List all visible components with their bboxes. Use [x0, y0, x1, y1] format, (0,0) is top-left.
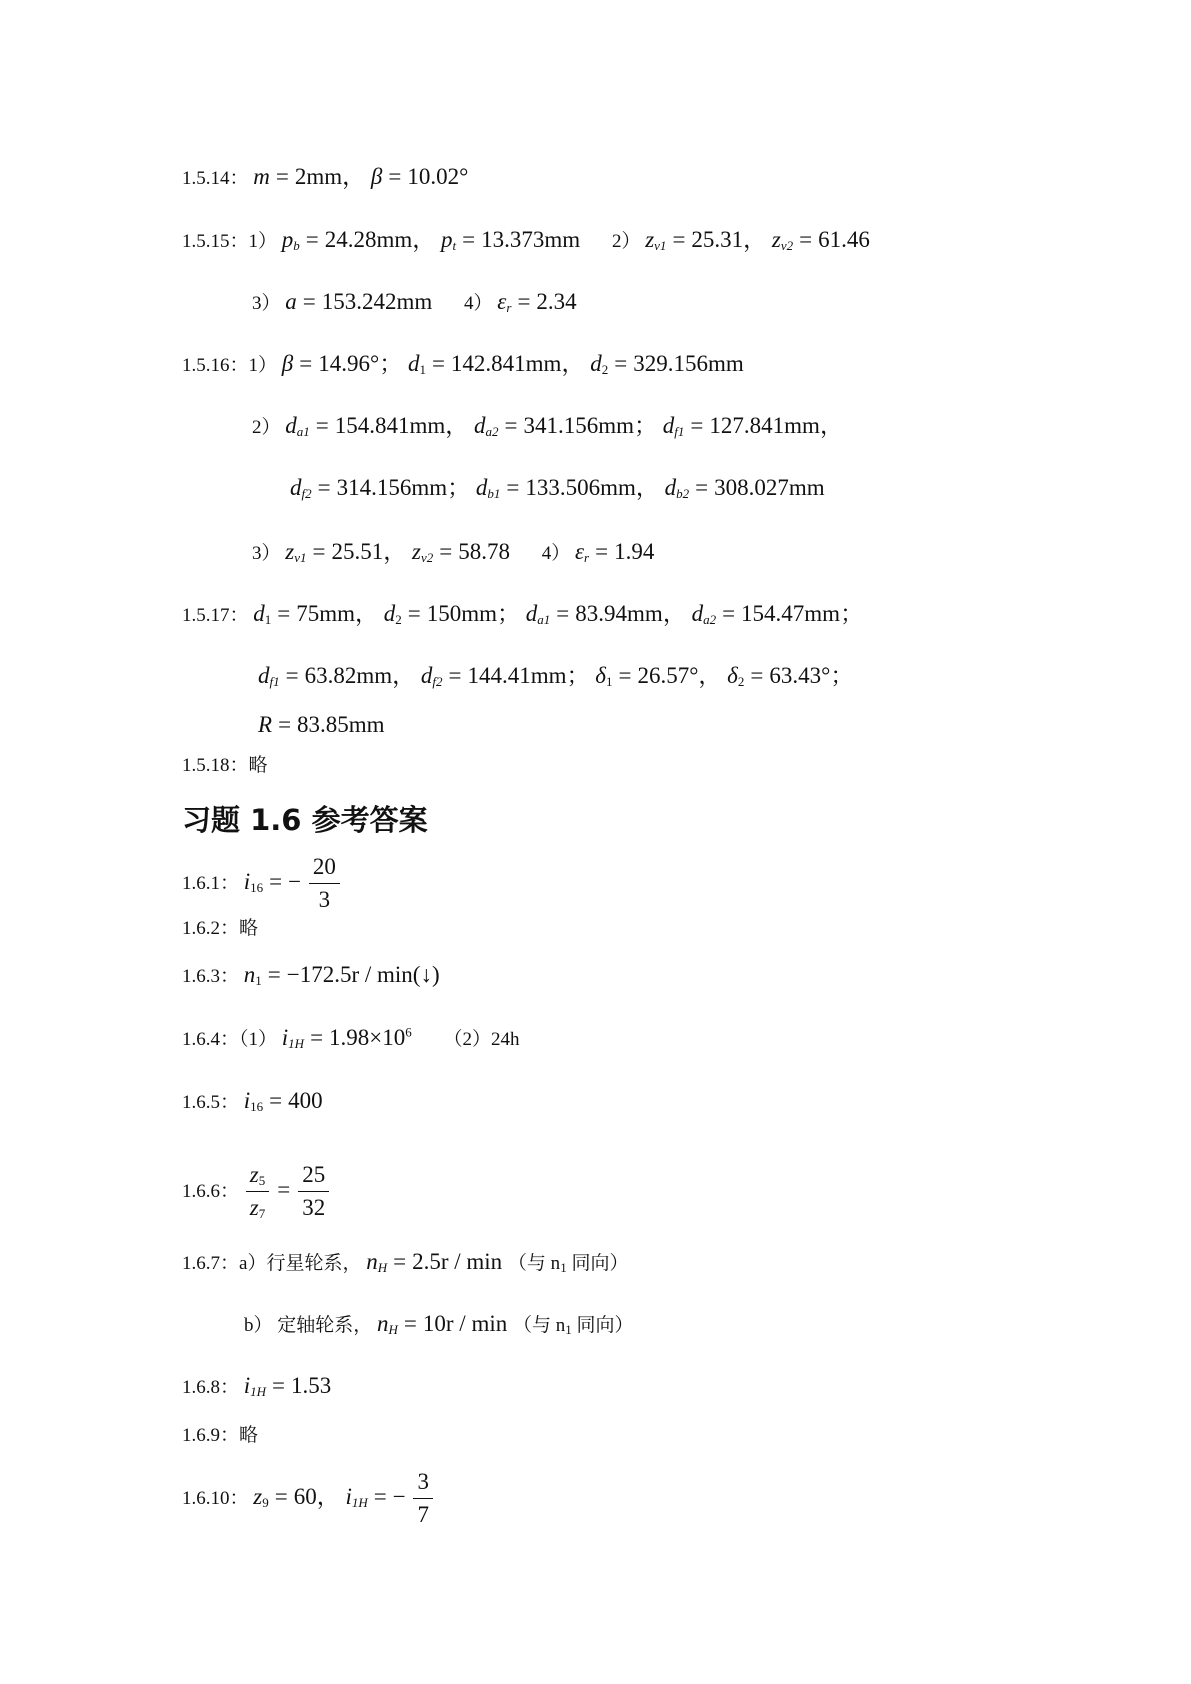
answer-1-5-14 [182, 164, 468, 192]
item-label: 1.6.6： [182, 1180, 240, 1202]
answer-1-6-4: 1.6.4：（1） $i_{1H} = 1.98\times 10^6$ （2）24h [182, 1024, 520, 1051]
formula: a = 153.242mm [285, 289, 433, 314]
formula: $\frac{z_5}{z_7}$ = $\frac{25}{32}$ [244, 1177, 331, 1202]
formula: $n_H = 10r / \min$ [377, 1311, 508, 1337]
answer-1-6-8 [182, 1373, 331, 1401]
formula: $z_{v1} = 25.31$， $z_{v2} = 61.46$ [645, 227, 870, 253]
answer-1-5-16-part3 [290, 475, 825, 503]
formula: $d_{f2} = 314.156mm$； $d_{b1} = 133.506mm$， $d_{b2} = 308.027mm$ [290, 475, 825, 501]
item-label: 1.5.14： [182, 168, 249, 189]
formula: $\varepsilon_r = 1.94$ [574, 539, 655, 565]
answer-1-6-3 [182, 962, 440, 990]
formula: $i_{1H} = 1.53$ [243, 1373, 332, 1399]
answer-1-6-10 [182, 1467, 435, 1530]
answer-1-5-17 [182, 601, 863, 629]
formula: β = 14.96°； $d_1 = 142.841mm$， $d_2 = 329.156mm$ [281, 351, 744, 377]
formula: $d_{f1} = 63.82mm$， $d_{f2} = 144.41mm$； $\delta_1 = 26.57^\circ$， $\delta_2 = 63.43^\circ$； [258, 663, 854, 689]
item-label: 1.6.8： [182, 1377, 240, 1398]
answer-1-6-7-a: 1.6.7：a）行星轮系， $n_H = 2.5r / \min$ （与 $n_1$ 同向） [182, 1249, 629, 1275]
answer-1-5-16-part4: 3） $z_{v1} = 25.51$， $z_{v2} = 58.78$ 4） $\varepsilon_r = 1.94$ [252, 539, 655, 565]
item-label: 1.5.16： [182, 355, 249, 376]
fraction-ratio: $\frac{z_5}{z_7}$ [246, 1160, 269, 1223]
formula: $z_9 = 60$， $i_{1H}$ = − $\frac{3}{7}$ [253, 1484, 435, 1509]
formula: $d_{a1} = 154.841mm$， $d_{a2} = 341.156mm$； $d_{f1} = 127.841mm$， [285, 413, 843, 439]
section-heading: 习题 1.6 参考答案 [182, 803, 428, 837]
item-label: 1.5.17： [182, 605, 249, 626]
fraction: $\frac{3}{7}$ [413, 1467, 433, 1530]
item-label: 1.6.2： [182, 918, 240, 939]
answer-1-6-7-b: b） 定轴轮系， $n_H = 10r / \min$ （与 $n_1$ 同向） [244, 1311, 634, 1337]
answer-1-5-17-part3 [258, 712, 385, 740]
formula: $n_1 = -172.5r$ / min(↓) [243, 962, 440, 988]
answer-1-5-18: 1.5.18：略 [182, 755, 268, 776]
item-label: 1.6.3： [182, 966, 240, 987]
fraction: $\frac{20}{3}$ [309, 852, 340, 915]
direction-note: （与 $n_1$ 同向） [512, 1315, 634, 1337]
formula: $n_H = 2.5r / \min$ [366, 1249, 503, 1275]
formula: $i_{16}$ = − $\frac{20}{3}$ [244, 869, 342, 894]
answer-1-5-16-part2: 2） $d_{a1} = 154.841mm$， $d_{a2} = 341.156mm$； $d_{f1} = 127.841mm$， [252, 413, 843, 439]
item-label: 1.6.9： [182, 1425, 240, 1446]
answer-1-5-16: 1.5.16：1） β = 14.96°； $d_1 = 142.841mm$， $d_2 = 329.156mm$ [182, 351, 744, 377]
formula: $i_{1H} = 1.98\times 10^6$ [281, 1024, 412, 1051]
answer-1-6-1 [182, 852, 342, 915]
item-label: 1.6.10： [182, 1487, 249, 1509]
formula: $\varepsilon_r = 2.34$ [497, 289, 577, 315]
formula: m = 2mm， β = 10.02° [253, 164, 469, 189]
item-label: 1.6.1： [182, 872, 240, 894]
formula: $z_{v1} = 25.51$， $z_{v2} = 58.78$ [285, 539, 510, 565]
answer-1-6-5 [182, 1088, 323, 1116]
answer-1-5-17-part2 [258, 663, 853, 691]
item-label: 1.6.5： [182, 1092, 240, 1113]
formula: $i_{16} = 400$ [243, 1088, 323, 1114]
item-label: 1.5.15： [182, 231, 249, 252]
answer-1-6-6 [182, 1160, 331, 1223]
formula: $d_1 = 75mm$， $d_2 = 150mm$； $d_{a1} = 83.94mm$， $d_{a2} = 154.47mm$； [253, 601, 864, 627]
formula: $p_b = 24.28mm$， $p_t = 13.373mm$ [281, 227, 581, 253]
formula: R = 83.85mm [258, 712, 385, 737]
direction-note: （与 $n_1$ 同向） [507, 1253, 629, 1275]
answer-1-5-15: 1.5.15：1） $p_b = 24.28mm$， $p_t = 13.373mm$ 2） $z_{v1} = 25.31$， $z_{v2} = 61.46$ [182, 227, 870, 253]
answer-1-5-15-cont: 3） a = 153.242mm 4） $\varepsilon_r = 2.34$ [252, 289, 577, 315]
item-label: 1.6.4： [182, 1029, 240, 1050]
item-label: 1.6.7： [182, 1253, 240, 1274]
fraction-value: $\frac{25}{32}$ [298, 1160, 329, 1223]
item-label: 1.5.18： [182, 755, 249, 776]
answer-1-6-2: 1.6.2：略 [182, 918, 259, 939]
answer-1-6-9: 1.6.9：略 [182, 1425, 259, 1446]
